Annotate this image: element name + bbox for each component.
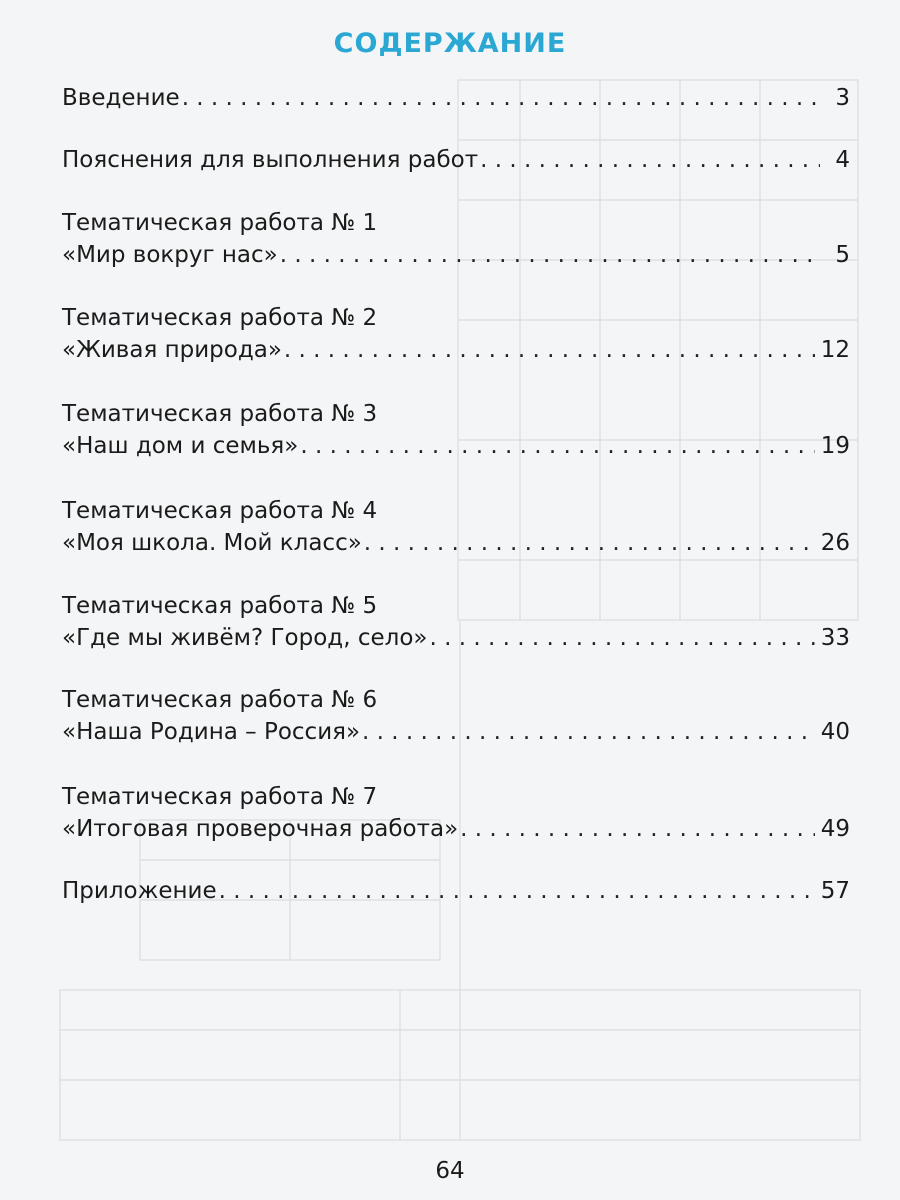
toc-entry-explanations <box>62 144 850 176</box>
toc-label: «Наш дом и семья» <box>62 433 299 459</box>
dot-leader <box>219 875 815 907</box>
dot-leader <box>284 334 815 366</box>
toc-heading: Тематическая работа № 5 <box>62 593 378 619</box>
toc-page-number: 4 <box>835 147 850 173</box>
dot-leader <box>300 430 814 462</box>
toc-label: Введение <box>62 85 180 111</box>
toc-page-number: 19 <box>820 433 850 459</box>
toc-page-number: 5 <box>835 242 850 268</box>
toc-page-number: 49 <box>820 816 850 842</box>
dot-leader <box>364 527 815 559</box>
toc-label: Пояснения для выполнения работ <box>62 147 479 173</box>
toc-heading: Тематическая работа № 2 <box>62 305 378 331</box>
page-number: 64 <box>435 1158 465 1184</box>
toc-page-number: 40 <box>820 719 850 745</box>
dot-leader <box>460 813 815 845</box>
toc-page-number: 57 <box>820 878 850 904</box>
toc-entry-work-4 <box>62 495 850 559</box>
toc-entry-appendix <box>62 875 850 907</box>
toc-label: «Моя школа. Мой класс» <box>62 530 362 556</box>
toc-label: «Где мы живём? Город, село» <box>62 625 428 651</box>
toc-label: «Наша Родина – Россия» <box>62 719 361 745</box>
dot-leader <box>429 622 814 654</box>
toc-entry-work-3 <box>62 398 850 462</box>
dot-leader <box>362 716 815 748</box>
page-title: СОДЕРЖАНИЕ <box>333 28 567 59</box>
dot-leader <box>480 144 820 176</box>
toc-heading: Тематическая работа № 6 <box>62 687 378 713</box>
toc-label: Приложение <box>62 878 217 904</box>
toc-label: «Мир вокруг нас» <box>62 242 278 268</box>
toc-entry-work-5 <box>62 590 850 654</box>
toc-entry-introduction <box>62 82 850 114</box>
toc-heading: Тематическая работа № 1 <box>62 210 378 236</box>
toc-heading: Тематическая работа № 7 <box>62 784 378 810</box>
dot-leader <box>280 239 820 271</box>
toc-label: «Живая природа» <box>62 337 282 363</box>
dot-leader <box>182 82 820 114</box>
toc-entry-work-6 <box>62 684 850 748</box>
toc-page-number: 3 <box>835 85 850 111</box>
toc-label: «Итоговая проверочная работа» <box>62 816 459 842</box>
toc-page-number: 12 <box>820 337 850 363</box>
toc-entry-work-1 <box>62 207 850 271</box>
toc-heading: Тематическая работа № 3 <box>62 401 378 427</box>
toc-heading: Тематическая работа № 4 <box>62 498 378 524</box>
toc-page-number: 33 <box>820 625 850 651</box>
toc-page-number: 26 <box>820 530 850 556</box>
toc-entry-work-7 <box>62 781 850 845</box>
toc-entry-work-2 <box>62 302 850 366</box>
